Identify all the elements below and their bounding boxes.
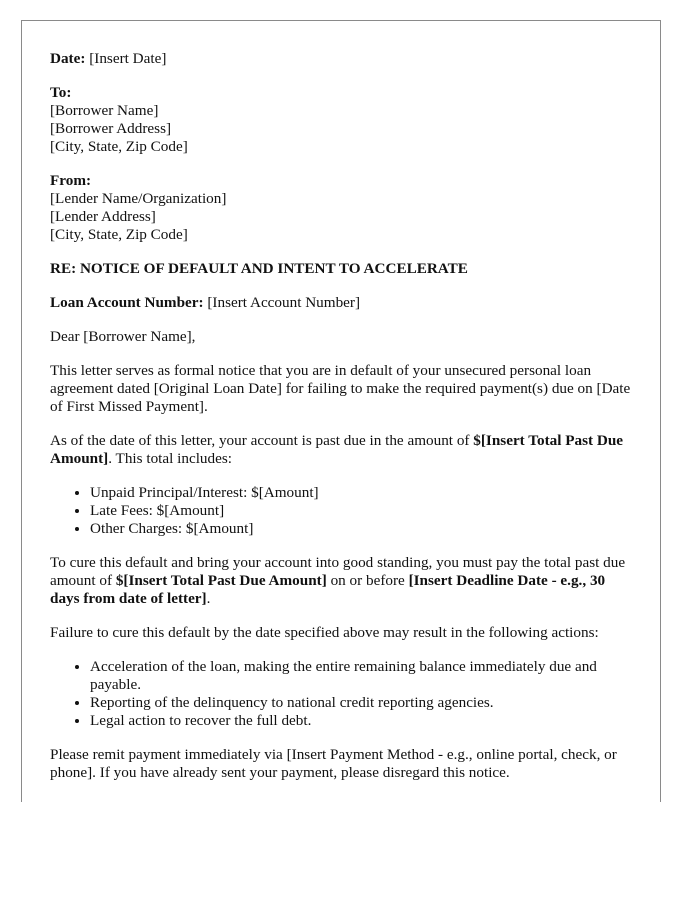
remit-paragraph: Please remit payment immediately via [Insert Payment Method - e.g., online portal, check, or phone]. If you have already sent your payment, please disregard this notice. (50, 746, 617, 781)
date-value: [Insert Date] (89, 50, 167, 67)
past-due-suffix: . This total includes: (108, 450, 232, 467)
lender-city-state-zip: [City, State, Zip Code] (50, 226, 188, 243)
list-item: • Other Charges: $[Amount] (90, 520, 635, 538)
date-line (50, 50, 635, 68)
cure-amount: $[Insert Total Past Due Amount] (115, 572, 327, 589)
lender-address: [Lender Address] (50, 208, 156, 225)
cure-middle: on or before (326, 572, 409, 589)
lender-name: [Lender Name/Organization] (50, 190, 227, 207)
cure-deadline: [Insert Deadline Date - e.g., 30 days from date of letter] (50, 572, 606, 607)
letter-body (50, 50, 635, 802)
borrower-name: [Borrower Name] (50, 102, 159, 119)
past-due-amount: $[Insert Total Past Due Amount] (50, 432, 624, 467)
list-item: • Legal action to recover the full debt. (90, 712, 635, 730)
consequences-list (50, 658, 635, 730)
list-item: • Reporting of the delinquency to national credit reporting agencies. (90, 694, 635, 712)
past-due-paragraph (50, 432, 635, 468)
default-paragraph: This letter serves as formal notice that you are in default of your unsecured personal loan agreement dated [Original Loan Date] for failing to make the required payment(s) due on [Date of First Missed Payment]. (50, 362, 631, 415)
borrower-city-state-zip: [City, State, Zip Code] (50, 138, 188, 155)
past-due-prefix: As of the date of this letter, your account is past due in the amount of (50, 432, 474, 449)
amount-breakdown-list (50, 484, 635, 538)
loan-account-value: [Insert Account Number] (207, 294, 361, 311)
loan-account-label: Loan Account Number: (50, 294, 204, 311)
salutation: Dear [Borrower Name], (50, 328, 196, 345)
cure-suffix: . (206, 590, 211, 607)
cure-paragraph (50, 554, 635, 608)
sender-block (50, 172, 635, 244)
failure-paragraph: Failure to cure this default by the date specified above may result in the following actions: (50, 624, 599, 641)
to-label: To: (50, 84, 72, 101)
subject-line: RE: NOTICE OF DEFAULT AND INTENT TO ACCELERATE (50, 260, 468, 277)
date-label: Date: (50, 50, 86, 67)
list-item: • Late Fees: $[Amount] (90, 502, 635, 520)
letter-page (21, 20, 661, 802)
from-label: From: (50, 172, 92, 189)
list-item: • Unpaid Principal/Interest: $[Amount] (90, 484, 635, 502)
loan-account-line (50, 294, 635, 312)
recipient-block (50, 84, 635, 156)
truncated-next-paragraph (50, 798, 635, 802)
list-item: • Acceleration of the loan, making the entire remaining balance immediately due and payable. (90, 658, 635, 694)
borrower-address: [Borrower Address] (50, 120, 172, 137)
cure-prefix: To cure this default and bring your account into good standing, you must pay the total past due amount of (50, 554, 626, 589)
